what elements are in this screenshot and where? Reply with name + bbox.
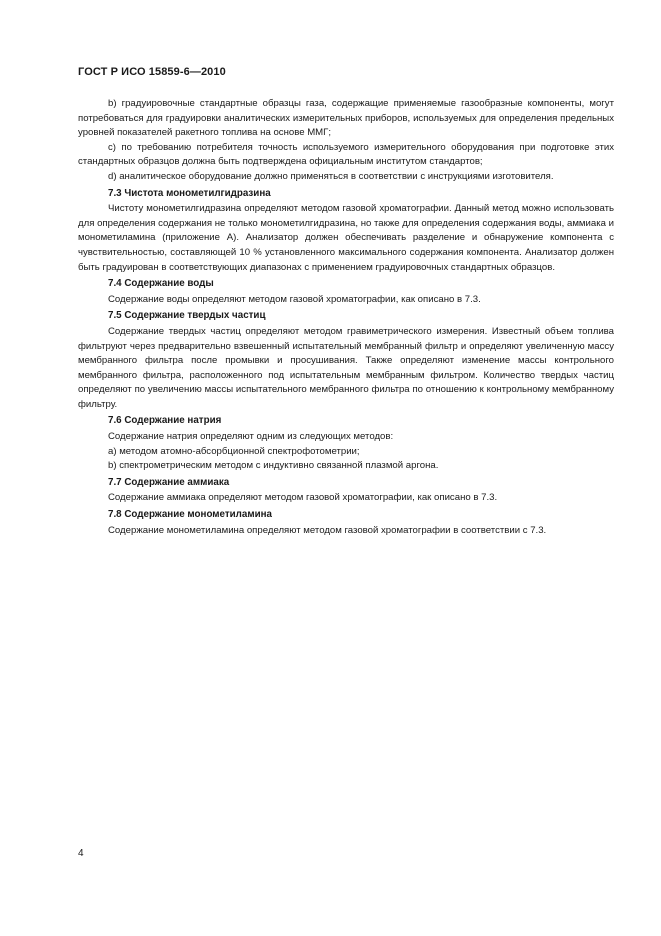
section-body-7-5: Содержание твердых частиц определяют методом гравиметрического измерения. Известный объем топлива фильтруют через предварительно взвешенный испытательный мембранный фильтр и определяют увеличенную массу мембранного фильтра после промывки и просушивания. Также определяют изменение массы контрольного мембранного фильтра, расположенного под испытательным мембранным фильтром. Количество твердых частиц определяют по увеличению массы испытательного мембранного фильтра по отношению к контрольному мембранному фильтру. — [78, 325, 614, 410]
section-heading-7-4: 7.4 Содержание воды — [108, 278, 214, 290]
page-number: 4 — [78, 848, 84, 859]
section-body-7-3: Чистоту монометилгидразина определяют методом газовой хроматографии. Данный метод можно использовать для определения содержания не только монометилгидразина, но также для определения содержания воды, аммиака и монометиламина (приложение А). Анализатор должен обеспечивать разделение и обнаружение компонента с чувствительностью, составляющей 10 % установленного максимального содержания компонента. Анализатор должен быть градуирован в соответствующих диапазонах с применением градуировочных стандартных образцов. — [78, 203, 614, 273]
list-item-c: c) по требованию потребителя точность используемого измерительного оборудования при подготовке этих стандартных образцов должна быть подтверждена официальным институтом стандартов; — [78, 141, 614, 168]
document-header: ГОСТ Р ИСО 15859-6—2010 — [78, 66, 226, 78]
section-body-7-6: Содержание натрия определяют одним из следующих методов: — [108, 431, 394, 443]
list-item-a: a) методом атомно-абсорбционной спектрофотометрии; — [108, 445, 360, 457]
list-item-d: d) аналитическое оборудование должно применяться в соответствии с инструкциями изготовителя. — [108, 170, 554, 182]
section-heading-7-3: 7.3 Чистота монометилгидразина — [108, 187, 271, 199]
section-body-7-7: Содержание аммиака определяют методом газовой хроматографии, как описано в 7.3. — [108, 492, 498, 504]
section-heading-7-5: 7.5 Содержание твердых частиц — [108, 310, 266, 322]
section-body-7-8: Содержание монометиламина определяют методом газовой хроматографии в соответствии с 7.3. — [108, 524, 547, 536]
section-heading-7-8: 7.8 Содержание монометиламина — [108, 509, 272, 521]
section-body-7-4: Содержание воды определяют методом газовой хроматографии, как описано в 7.3. — [108, 293, 481, 305]
section-heading-7-7: 7.7 Содержание аммиака — [108, 476, 230, 488]
document-body — [78, 97, 614, 538]
section-heading-7-6: 7.6 Содержание натрия — [108, 415, 222, 427]
list-item-b: b) градуировочные стандартные образцы газа, содержащие применяемые газообразные компоненты, могут потребоваться для градуировки аналитических измерительных приборов, используемых для определения предельных уровней показателей ракетного топлива на основе ММГ; — [78, 98, 614, 139]
list-item-b-2: b) спектрометрическим методом с индуктивно связанной плазмой аргона. — [108, 460, 439, 472]
